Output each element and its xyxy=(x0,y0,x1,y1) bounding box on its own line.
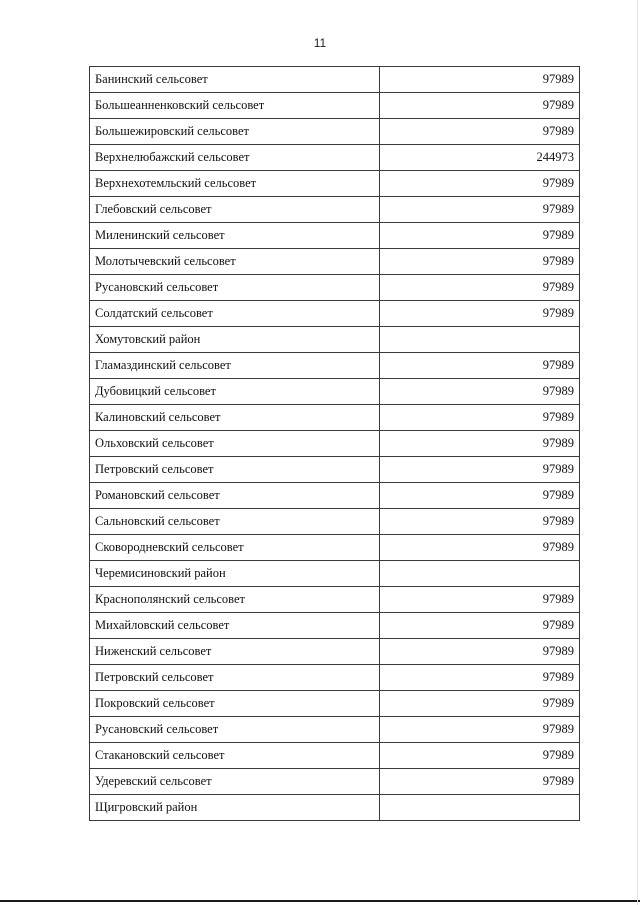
amount-cell: 97989 xyxy=(380,509,580,535)
amount-cell: 97989 xyxy=(380,431,580,457)
table-row xyxy=(90,769,580,795)
council-name-cell: Покровский сельсовет xyxy=(90,691,380,717)
district-name-cell: Хомутовский район xyxy=(90,327,380,353)
district-row xyxy=(90,561,580,587)
council-name-cell: Солдатский сельсовет xyxy=(90,301,380,327)
council-name-cell: Михайловский сельсовет xyxy=(90,613,380,639)
council-name-cell: Молотычевский сельсовет xyxy=(90,249,380,275)
district-name-cell: Черемисиновский район xyxy=(90,561,380,587)
table-row xyxy=(90,275,580,301)
council-name-cell: Петровский сельсовет xyxy=(90,457,380,483)
table-row xyxy=(90,587,580,613)
table-body xyxy=(90,67,580,821)
amount-cell xyxy=(380,327,580,353)
council-name-cell: Дубовицкий сельсовет xyxy=(90,379,380,405)
table-row xyxy=(90,223,580,249)
amount-cell: 97989 xyxy=(380,613,580,639)
amount-cell: 97989 xyxy=(380,691,580,717)
amount-cell: 97989 xyxy=(380,665,580,691)
council-name-cell: Романовский сельсовет xyxy=(90,483,380,509)
table-row xyxy=(90,535,580,561)
amount-cell: 97989 xyxy=(380,587,580,613)
amount-cell: 97989 xyxy=(380,639,580,665)
table-row xyxy=(90,119,580,145)
council-name-cell: Краснополянский сельсовет xyxy=(90,587,380,613)
amount-cell: 97989 xyxy=(380,171,580,197)
amount-cell: 97989 xyxy=(380,223,580,249)
district-row xyxy=(90,795,580,821)
amount-cell: 97989 xyxy=(380,275,580,301)
amount-cell: 97989 xyxy=(380,379,580,405)
bottom-rule xyxy=(0,900,640,902)
amount-cell: 97989 xyxy=(380,535,580,561)
council-name-cell: Большеанненковский сельсовет xyxy=(90,93,380,119)
table-row xyxy=(90,743,580,769)
table-row xyxy=(90,665,580,691)
council-name-cell: Петровский сельсовет xyxy=(90,665,380,691)
table-row xyxy=(90,639,580,665)
amount-cell: 97989 xyxy=(380,67,580,93)
council-name-cell: Русановский сельсовет xyxy=(90,717,380,743)
council-name-cell: Ольховский сельсовет xyxy=(90,431,380,457)
council-name-cell: Ниженский сельсовет xyxy=(90,639,380,665)
amount-cell: 244973 xyxy=(380,145,580,171)
council-name-cell: Глебовский сельсовет xyxy=(90,197,380,223)
district-row xyxy=(90,327,580,353)
amount-cell: 97989 xyxy=(380,93,580,119)
table-row xyxy=(90,613,580,639)
council-name-cell: Банинский сельсовет xyxy=(90,67,380,93)
amount-cell: 97989 xyxy=(380,769,580,795)
table-row xyxy=(90,197,580,223)
council-name-cell: Большежировский сельсовет xyxy=(90,119,380,145)
amount-cell: 97989 xyxy=(380,301,580,327)
council-name-cell: Миленинский сельсовет xyxy=(90,223,380,249)
district-name-cell: Щигровский район xyxy=(90,795,380,821)
amount-cell: 97989 xyxy=(380,717,580,743)
council-name-cell: Сковородневский сельсовет xyxy=(90,535,380,561)
table-row xyxy=(90,249,580,275)
page-number: 11 xyxy=(313,36,327,50)
council-name-cell: Стакановский сельсовет xyxy=(90,743,380,769)
council-name-cell: Удеревский сельсовет xyxy=(90,769,380,795)
council-name-cell: Гламаздинский сельсовет xyxy=(90,353,380,379)
table-row xyxy=(90,483,580,509)
amount-cell: 97989 xyxy=(380,353,580,379)
table-row xyxy=(90,509,580,535)
table-row xyxy=(90,171,580,197)
amount-cell: 97989 xyxy=(380,249,580,275)
amount-cell: 97989 xyxy=(380,405,580,431)
table-row xyxy=(90,93,580,119)
table-row xyxy=(90,457,580,483)
amount-cell xyxy=(380,795,580,821)
council-name-cell: Верхнелюбажский сельсовет xyxy=(90,145,380,171)
amount-cell: 97989 xyxy=(380,119,580,145)
amount-cell: 97989 xyxy=(380,483,580,509)
amount-cell: 97989 xyxy=(380,197,580,223)
amount-cell: 97989 xyxy=(380,743,580,769)
council-name-cell: Русановский сельсовет xyxy=(90,275,380,301)
table-row xyxy=(90,431,580,457)
table-row xyxy=(90,301,580,327)
right-edge-line xyxy=(637,0,638,905)
table-row xyxy=(90,405,580,431)
council-name-cell: Верхнехотемльский сельсовет xyxy=(90,171,380,197)
table-row xyxy=(90,379,580,405)
council-name-cell: Калиновский сельсовет xyxy=(90,405,380,431)
allocation-table xyxy=(89,66,580,821)
amount-cell: 97989 xyxy=(380,457,580,483)
council-name-cell: Сальновский сельсовет xyxy=(90,509,380,535)
table-row xyxy=(90,353,580,379)
table-row xyxy=(90,145,580,171)
table-row xyxy=(90,691,580,717)
table-row xyxy=(90,67,580,93)
table-row xyxy=(90,717,580,743)
amount-cell xyxy=(380,561,580,587)
